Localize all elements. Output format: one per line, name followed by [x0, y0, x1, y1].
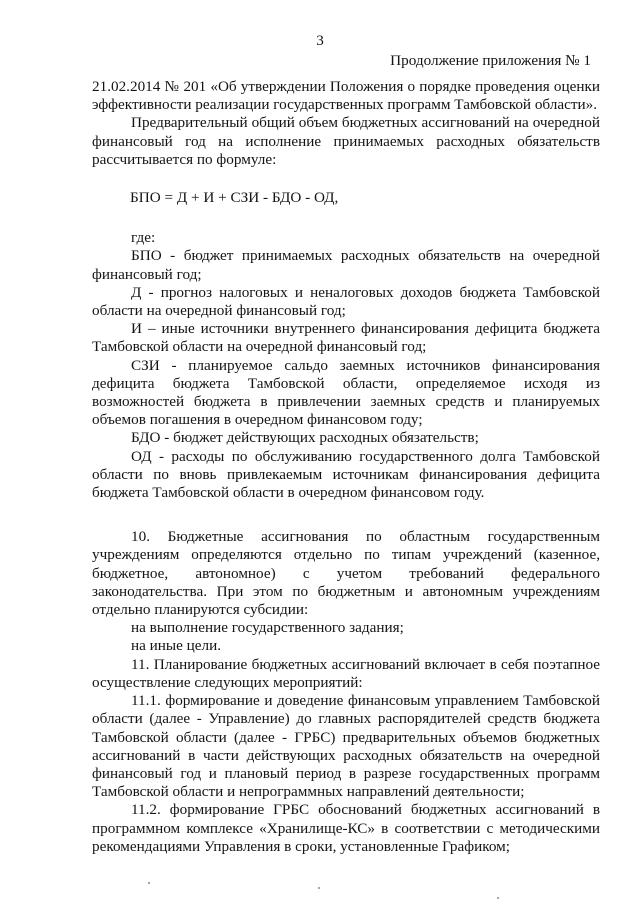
appendix-header-note: Продолжение приложения № 1 [390, 52, 591, 69]
definition-bpo: БПО - бюджет принимаемых расходных обязательств на очередной финансовый год; [92, 247, 600, 283]
definition-d: Д - прогноз налоговых и неналоговых доходов бюджета Тамбовской области на очередной финансовый год; [92, 283, 600, 320]
page-number: 3 [316, 32, 324, 49]
paragraph-formula-intro: Предварительный общий объем бюджетных ассигнований на очередной финансовый год на исполнение принимаемых расходных обязательств рассчитывается по формуле: [92, 114, 600, 168]
paragraph-decree-reference: 21.02.2014 № 201 «Об утверждении Положения о порядке проведения оценки эффективности реализации государственных программ Тамбовской области». [92, 78, 600, 114]
definition-szi: СЗИ - планируемое сальдо заемных источников финансирования дефицита бюджета Тамбовской области, определяемое исходя из возможностей бюджета в привлечении заемных средств и планируемых объемов погашения в очередном финансовом году; [92, 356, 600, 429]
paragraph-item-11-1: 11.1. формирование и доведение финансовым управлением Тамбовской области (далее - Управление) до главных распорядителей средств бюджета Тамбовской области (далее - ГРБС) предварительных объемов бюджетных ассигнований в части действующих расходных обязательств на очередной финансовый год и плановый период в разрезе государственных программ Тамбовской области и непрограммных направлений деятельности; [92, 692, 600, 801]
scan-speck [497, 897, 499, 899]
paragraph-item-11: 11. Планирование бюджетных ассигнований включает в себя поэтапное осуществление следующих мероприятий: [92, 655, 600, 691]
formula: БПО = Д + И + СЗИ - БДО - ОД, [130, 189, 339, 207]
document-body [92, 78, 600, 856]
definition-i: И – иные источники внутреннего финансирования дефицита бюджета Тамбовской области на очередной финансовый год; [92, 320, 600, 356]
definition-bdo: БДО - бюджет действующих расходных обязательств; [131, 429, 479, 447]
paragraph-item-11-2: 11.2. формирование ГРБС обоснований бюджетных ассигнований в программном комплексе «Хранилище-КС» в соответствии с методическими рекомендациями Управления в сроки, установленные Графиком; [92, 801, 600, 855]
scan-speck [148, 882, 150, 884]
formula-where-label: где: [131, 229, 156, 247]
paragraph-item-10: 10. Бюджетные ассигнования по областным государственным учреждениям определяются отдельно по типам учреждений (казенное, бюджетное, автономное) с учетом требований федерального законодательства. При этом по бюджетным и автономным учреждениям отдельно планируются субсидии: [92, 528, 600, 619]
definition-od: ОД - расходы по обслуживанию государственного долга Тамбовской области по вновь привлекаемым источникам финансирования дефицита бюджета Тамбовской области в очередном финансовом году. [92, 447, 600, 502]
subsidy-state-task: на выполнение государственного задания; [131, 619, 404, 637]
subsidy-other-purposes: на иные цели. [131, 637, 222, 655]
scan-speck [318, 887, 320, 889]
